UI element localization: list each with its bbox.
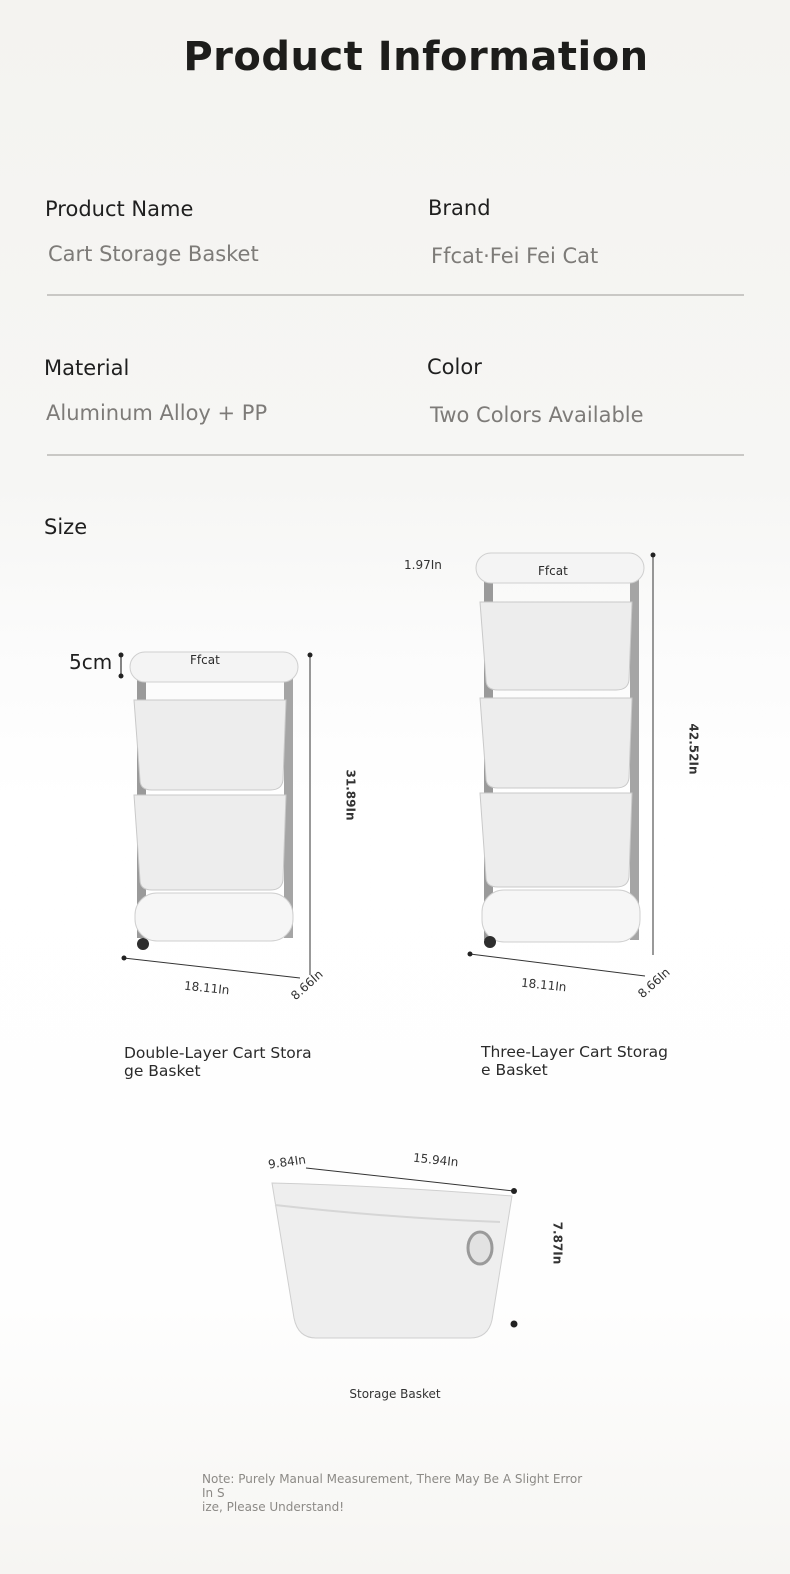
double-width-label: 18.11In	[183, 978, 231, 998]
three-layer-cart-image	[460, 545, 690, 995]
double-caption	[124, 1044, 314, 1080]
note-line: Note: Purely Manual Measurement, There May Be A Slight Error In S	[202, 1472, 583, 1500]
note-line: ize, Please Understand!	[202, 1500, 345, 1514]
basket-depth-label: 9.84In	[267, 1152, 307, 1172]
divider	[47, 454, 744, 456]
color-label: Color	[427, 355, 482, 379]
caption-line: Three-Layer Cart Storag	[481, 1043, 668, 1061]
triple-height-label: 42.52In	[686, 723, 701, 775]
divider	[47, 294, 744, 296]
triple-caption	[481, 1043, 671, 1079]
basket-width-label: 15.94In	[412, 1150, 460, 1170]
triple-width-label: 18.11In	[520, 975, 568, 995]
double-top-gap-label: 5cm	[69, 650, 113, 674]
cart-logo: Ffcat	[190, 653, 220, 667]
triple-top-gap-label: 1.97In	[404, 558, 442, 572]
brand-label: Brand	[428, 196, 491, 220]
measurement-note	[202, 1472, 587, 1514]
brand-value: Ffcat·Fei Fei Cat	[431, 244, 599, 268]
color-value: Two Colors Available	[430, 403, 644, 427]
double-layer-cart-image	[60, 640, 350, 1010]
storage-basket-image	[240, 1160, 540, 1350]
material-value: Aluminum Alloy + PP	[46, 401, 268, 425]
page-title: Product Information	[183, 34, 649, 80]
basket-height-label: 7.87In	[550, 1221, 565, 1265]
caption-line: Double-Layer Cart Stora	[124, 1044, 312, 1062]
double-depth-label: 8.66In	[288, 967, 326, 1003]
caption-line: e Basket	[481, 1061, 548, 1079]
double-height-label: 31.89In	[343, 769, 358, 821]
basket-caption: Storage Basket	[349, 1387, 441, 1401]
product-name-label: Product Name	[45, 197, 194, 221]
material-label: Material	[44, 356, 130, 380]
caption-line: ge Basket	[124, 1062, 201, 1080]
product-name-value: Cart Storage Basket	[48, 242, 259, 266]
size-label: Size	[44, 515, 88, 539]
cart-logo: Ffcat	[538, 564, 568, 578]
triple-depth-label: 8.66In	[635, 965, 673, 1001]
